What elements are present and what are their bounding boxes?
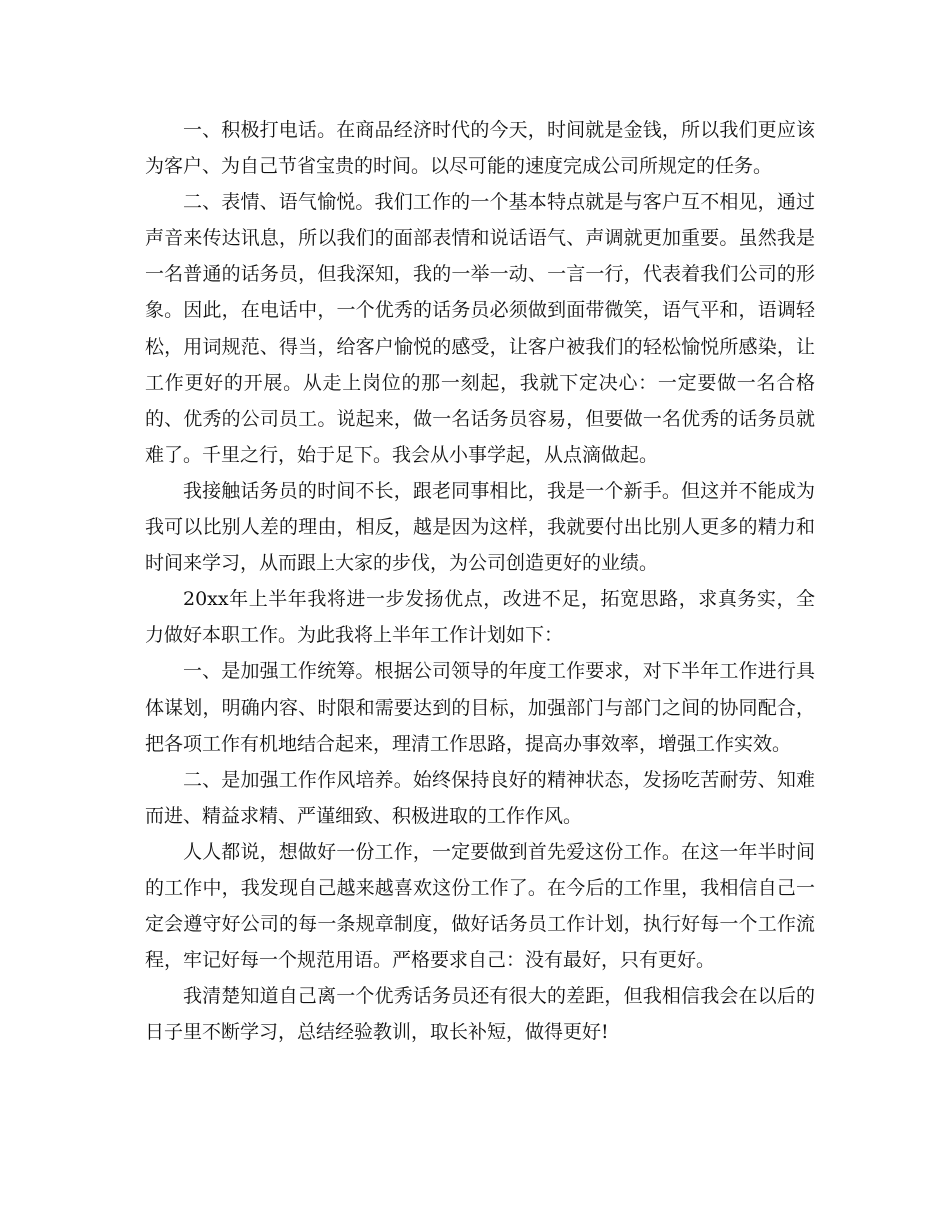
paragraph-7: 人人都说，想做好一份工作，一定要做到首先爱这份工作。在这一年半时间的工作中，我发现自己越来越喜欢这份工作了。在今后的工作里，我相信自己一定会遵守好公司的每一条规章制度，做好话务员工作计划，执行好每一个工作流程，牢记好每一个规范用语。严格要求自己：没有最好，只有更好。	[145, 840, 815, 972]
document-body	[145, 112, 815, 1050]
paragraph-5: 一、是加强工作统筹。根据公司领导的年度工作要求，对下半年工作进行具体谋划，明确内容、时限和需要达到的目标，加强部门与部门之间的协同配合，把各项工作有机地结合起来，理清工作思路，提高办事效率，增强工作实效。	[145, 660, 815, 755]
paragraph-3: 我接触话务员的时间不长，跟老同事相比，我是一个新手。但这并不能成为我可以比别人差的理由，相反，越是因为这样，我就要付出比别人更多的精力和时间来学习，从而跟上大家的步伐，为公司创造更好的业绩。	[145, 479, 815, 575]
paragraph-4: 20xx年上半年我将进一步发扬优点，改进不足，拓宽思路，求真务实，全力做好本职工作。为此我将上半年工作计划如下：	[145, 588, 815, 647]
paragraph-8: 我清楚知道自己离一个优秀话务员还有很大的差距，但我相信我会在以后的日子里不断学习，总结经验教训，取长补短，做得更好!	[145, 985, 815, 1044]
paragraph-2: 二、表情、语气愉悦。我们工作的一个基本特点就是与客户互不相见，通过声音来传达讯息，所以我们的面部表情和说话语气、声调就更加重要。虽然我是一名普通的话务员，但我深知，我的一举一动、一言一行，代表着我们公司的形象。因此，在电话中，一个优秀的话务员必须做到面带微笑，语气平和，语调轻松，用词规范、得当，给客户愉悦的感受，让客户被我们的轻松愉悦所感染，让工作更好的开展。从走上岗位的那一刻起，我就下定决心：一定要做一名合格的、优秀的公司员工。说起来，做一名话务员容易，但要做一名优秀的话务员就难了。千里之行，始于足下。我会从小事学起，从点滴做起。	[145, 191, 815, 466]
paragraph-1: 一、积极打电话。在商品经济时代的今天，时间就是金钱，所以我们更应该为客户、为自己节省宝贵的时间。以尽可能的速度完成公司所规定的任务。	[145, 119, 815, 178]
paragraph-6: 二、是加强工作作风培养。始终保持良好的精神状态，发扬吃苦耐劳、知难而进、精益求精、严谨细致、积极进取的工作作风。	[145, 768, 815, 827]
